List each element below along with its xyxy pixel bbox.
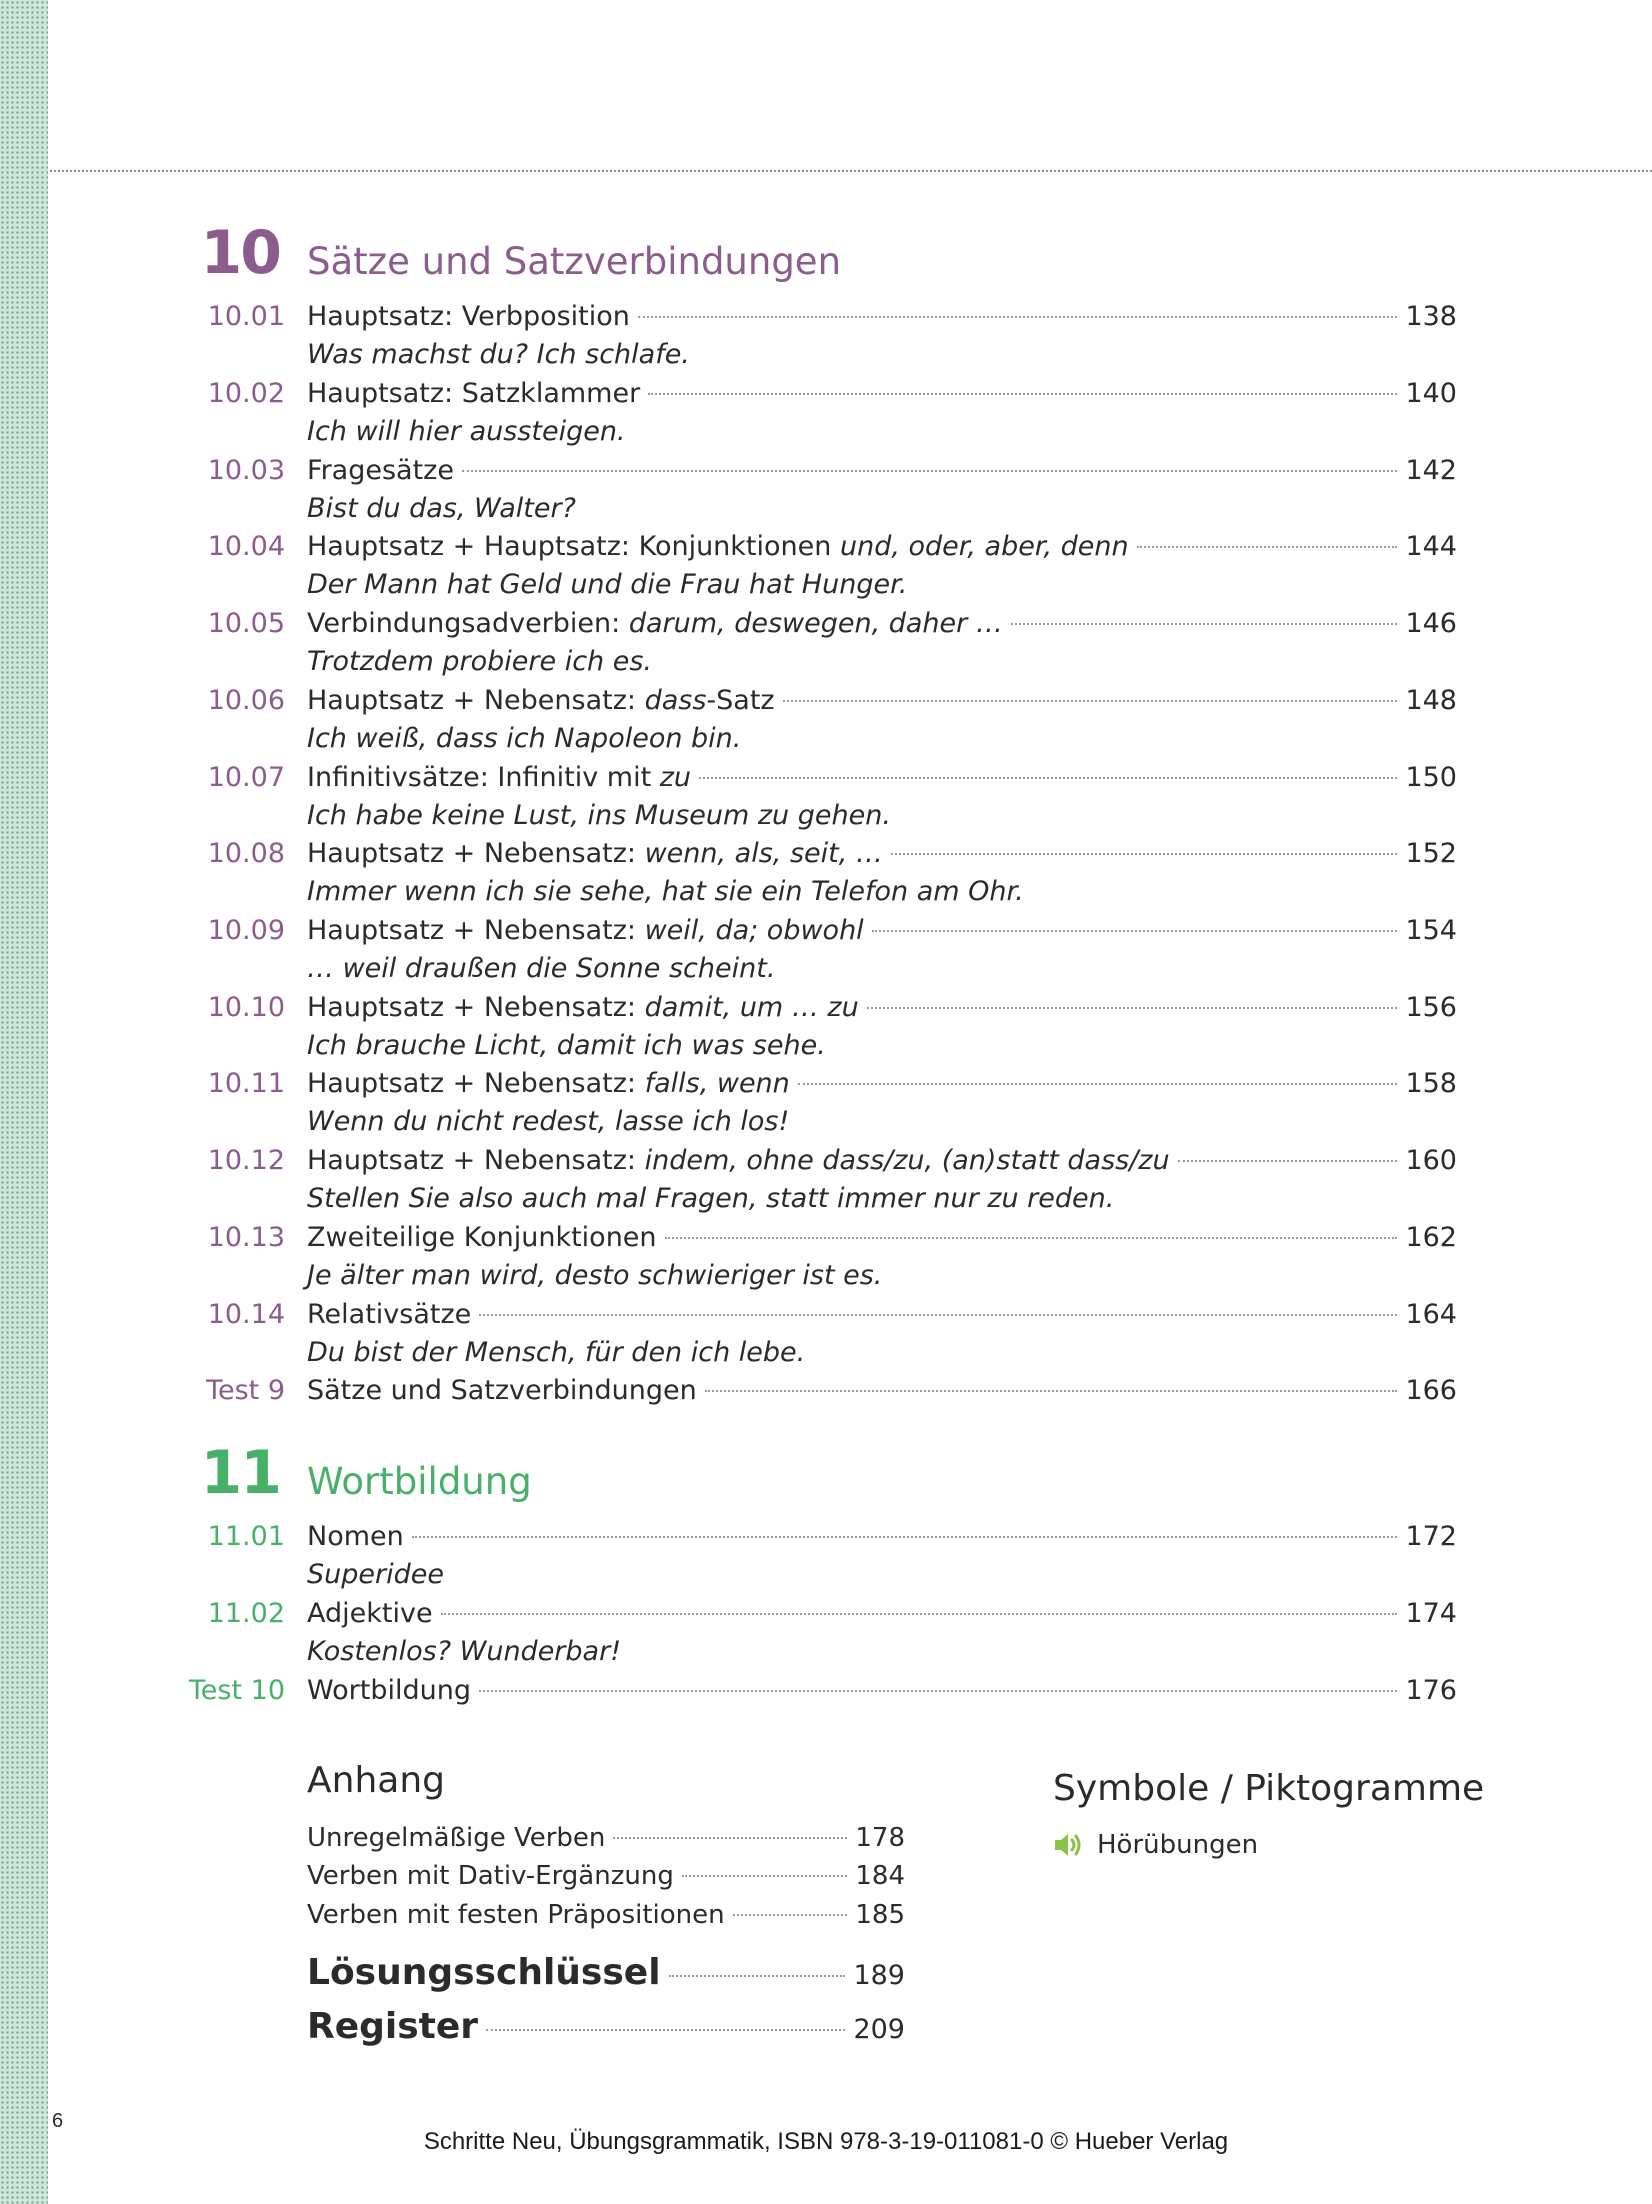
entry-title-italic: darum, deswegen, daher … [628,608,1003,639]
toc-entry[interactable] [0,1595,1652,1633]
entry-title: Wortbildung [307,1675,471,1706]
leader-dots [872,930,1398,932]
toc-entry-test[interactable] [0,1372,1652,1410]
entry-page: 150 [1405,762,1457,793]
entry-number: 10.08 [207,838,285,869]
entry-number: 10.06 [207,685,285,716]
entry-number: 10.05 [207,608,285,639]
toc-entry[interactable] [0,452,1652,490]
entry-title-plain: Hauptsatz + Nebensatz: [307,838,645,869]
leader-dots [733,1914,848,1916]
entry-example: Ich weiß, dass ich Napoleon bin. [307,723,742,754]
leader-dots [1137,546,1398,548]
toc-entry[interactable] [0,912,1652,950]
anhang-item[interactable] [307,1857,905,1895]
entry-title [307,528,1129,566]
entry-title: Zweiteilige Konjunktionen [307,1222,657,1253]
entry-title: Hauptsatz: Satzklammer [307,378,641,409]
entry-page: 166 [1405,1375,1457,1406]
big-item-title: Register [307,2006,479,2047]
entry-example: Der Mann hat Geld und die Frau hat Hunger. [307,569,908,600]
entry-title: Relativsätze [307,1299,472,1330]
entry-title: Fragesätze [307,455,454,486]
entry-example: Ich brauche Licht, damit ich was sehe. [307,1030,826,1061]
entry-number: 10.13 [207,1222,285,1253]
leader-dots [669,1975,846,1977]
footer-copyright: Schritte Neu, Übungsgrammatik, ISBN 978-3-19-011081-0 © Hueber Verlag [423,2128,1229,2155]
chapter-number: 10 [200,218,280,288]
entry-number: 10.09 [207,915,285,946]
entry-example: Superidee [307,1559,444,1590]
entry-title-italic: weil, da; obwohl [644,915,864,946]
toc-entry[interactable] [0,682,1652,720]
entry-title-italic: wenn, als, seit, … [644,838,883,869]
leader-dots [798,1083,1398,1085]
entry-page: 148 [1405,685,1457,716]
toc-entry[interactable] [0,1142,1652,1180]
leader-dots [486,2029,845,2031]
symbol-item [1053,1830,1258,1860]
entry-number: 10.10 [207,992,285,1023]
anhang-item[interactable] [307,1819,905,1857]
entry-title [307,605,1003,643]
anhang-item-page: 178 [855,1823,905,1853]
toc-entry[interactable] [0,1518,1652,1556]
anhang-item-page: 185 [855,1900,905,1930]
entry-example: Stellen Sie also auch mal Fragen, statt immer nur zu reden. [307,1183,1115,1214]
entry-page: 152 [1405,838,1457,869]
entry-example: Immer wenn ich sie sehe, hat sie ein Telefon am Ohr. [307,876,1024,907]
entry-title: Hauptsatz: Verbposition [307,301,630,332]
loesungsschluessel-entry[interactable] [307,1948,905,2001]
entry-page: 138 [1405,301,1457,332]
toc-entry[interactable] [0,1219,1652,1257]
entry-title-plain: Hauptsatz + Nebensatz: [307,992,645,1023]
entry-page: 144 [1405,531,1457,562]
leader-dots [412,1536,1398,1538]
chapter-title: Wortbildung [307,1460,532,1503]
entry-number: Test 9 [206,1375,285,1406]
top-divider [50,170,1652,172]
leader-dots [462,470,1398,472]
entry-page: 146 [1405,608,1457,639]
leader-dots [1011,623,1398,625]
chapter-title: Sätze und Satzverbindungen [307,240,842,283]
entry-page: 164 [1405,1299,1457,1330]
entry-page: 176 [1405,1675,1457,1706]
anhang-item[interactable] [307,1896,905,1934]
leader-dots [479,1314,1397,1316]
entry-page: 174 [1405,1598,1457,1629]
toc-entry[interactable] [0,605,1652,643]
entry-example: Was machst du? Ich schlafe. [307,339,690,370]
entry-example: Wenn du nicht redest, lasse ich los! [307,1106,790,1137]
big-item-page: 209 [853,2014,905,2045]
entry-title-italic: damit, um … zu [644,992,859,1023]
entry-example: Ich habe keine Lust, ins Museum zu gehen. [307,800,891,831]
entry-example: Je älter man wird, desto schwieriger ist es. [307,1260,883,1291]
entry-title: Adjektive [307,1598,433,1629]
toc-entry[interactable] [0,1065,1652,1103]
entry-title-plain: Hauptsatz + Nebensatz: [307,685,645,716]
entry-page: 162 [1405,1222,1457,1253]
entry-title [307,1142,1170,1180]
entry-title [307,682,775,720]
entry-title [307,989,859,1027]
entry-title-tail: -Satz [706,685,775,716]
leader-dots [682,1875,848,1877]
entry-title-italic: dass [644,685,707,716]
leader-dots [867,1007,1398,1009]
toc-entry-test[interactable] [0,1672,1652,1710]
entry-title: Sätze und Satzverbindungen [307,1375,697,1406]
entry-title-plain: Infinitivsätze: Infinitiv mit [307,762,660,793]
entry-title-plain: Verbindungsadverbien: [307,608,629,639]
toc-entry[interactable] [0,989,1652,1027]
leader-dots [783,700,1398,702]
entry-number: 10.03 [207,455,285,486]
toc-entry[interactable] [0,759,1652,797]
entry-page: 142 [1405,455,1457,486]
toc-entry[interactable] [0,835,1652,873]
speaker-icon [1053,1832,1083,1858]
symbols-title: Symbole / Piktogramme [1053,1768,1485,1809]
entry-page: 158 [1405,1068,1457,1099]
anhang-item-title: Verben mit festen Präpositionen [307,1900,725,1930]
big-item-page: 189 [853,1960,905,1991]
entry-page: 172 [1405,1521,1457,1552]
entry-title-plain: Hauptsatz + Nebensatz: [307,1145,645,1176]
leader-dots [479,1690,1397,1692]
entry-number: 10.12 [207,1145,285,1176]
toc-entry[interactable] [0,375,1652,413]
entry-title-italic: und, oder, aber, denn [839,531,1129,562]
entry-page: 156 [1405,992,1457,1023]
entry-title-plain: Hauptsatz + Hauptsatz: Konjunktionen [307,531,840,562]
entry-title-plain: Hauptsatz + Nebensatz: [307,915,645,946]
entry-title-italic: indem, ohne dass/zu, (an)statt dass/zu [644,1145,1170,1176]
entry-number: 10.01 [207,301,285,332]
leader-dots [1178,1160,1398,1162]
leader-dots [699,777,1397,779]
entry-example: Kostenlos? Wunderbar! [307,1636,622,1667]
toc-entry[interactable] [0,298,1652,336]
entry-title [307,1065,790,1103]
leader-dots [665,1237,1398,1239]
page-number: 6 [52,2110,64,2132]
entry-title-plain: Hauptsatz + Nebensatz: [307,1068,645,1099]
entry-example: Ich will hier aussteigen. [307,416,626,447]
leader-dots [638,316,1398,318]
anhang-title: Anhang [307,1760,445,1801]
entry-number: 10.07 [207,762,285,793]
entry-page: 160 [1405,1145,1457,1176]
leader-dots [891,853,1398,855]
entry-example: … weil draußen die Sonne scheint. [307,953,776,984]
entry-title [307,912,864,950]
leader-dots [613,1837,847,1839]
entry-title [307,759,691,797]
entry-number: 10.11 [207,1068,285,1099]
register-entry[interactable] [307,2002,905,2055]
symbol-label: Hörübungen [1097,1830,1259,1860]
leader-dots [648,393,1397,395]
toc-entry[interactable] [0,1296,1652,1334]
toc-entry[interactable] [0,528,1652,566]
entry-title-italic: zu [659,762,692,793]
leader-dots [441,1613,1398,1615]
leader-dots [705,1390,1398,1392]
entry-number: 11.01 [207,1521,285,1552]
entry-number: 10.02 [207,378,285,409]
entry-number: 11.02 [207,1598,285,1629]
anhang-item-title: Verben mit Dativ-Ergänzung [307,1861,674,1891]
entry-example: Bist du das, Walter? [307,493,576,524]
entry-page: 154 [1405,915,1457,946]
big-item-title: Lösungsschlüssel [307,1952,661,1993]
entry-page: 140 [1405,378,1457,409]
entry-title: Nomen [307,1521,404,1552]
anhang-item-page: 184 [855,1861,905,1891]
anhang-item-title: Unregelmäßige Verben [307,1823,606,1853]
entry-example: Du bist der Mensch, für den ich lebe. [307,1337,806,1368]
chapter-number: 11 [200,1438,280,1508]
entry-number: 10.04 [207,531,285,562]
entry-title [307,835,883,873]
entry-number: Test 10 [188,1675,285,1706]
entry-number: 10.14 [207,1299,285,1330]
entry-example: Trotzdem probiere ich es. [307,646,653,677]
entry-title-italic: falls, wenn [644,1068,790,1099]
